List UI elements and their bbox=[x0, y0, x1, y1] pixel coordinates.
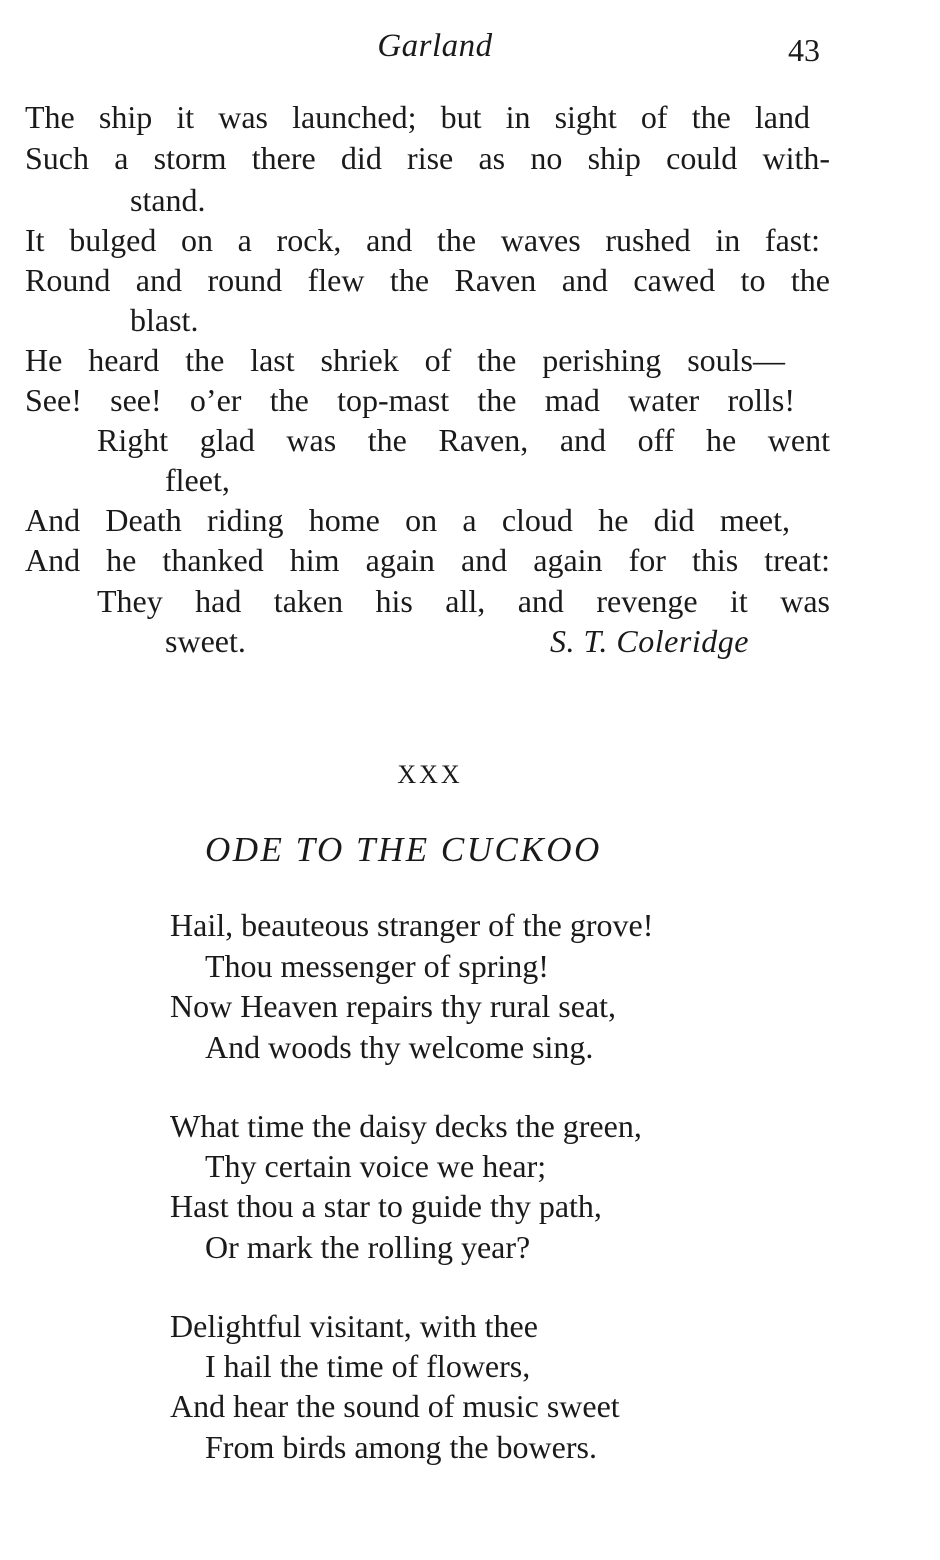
poem-line: fleet, bbox=[165, 462, 230, 498]
poem-title: ODE TO THE CUCKOO bbox=[205, 830, 602, 869]
stanza-line: Delightful visitant, with thee bbox=[170, 1308, 538, 1344]
stanza-line: And hear the sound of music sweet bbox=[170, 1388, 620, 1424]
stanza-line: Or mark the rolling year? bbox=[205, 1229, 531, 1265]
stanza-line: Thou messenger of spring! bbox=[205, 948, 549, 984]
poem-line: And he thanked him again and again for this treat: bbox=[25, 542, 830, 578]
stanza-line: From birds among the bowers. bbox=[205, 1429, 597, 1465]
stanza-line: I hail the time of flowers, bbox=[205, 1348, 531, 1384]
poem-line: The ship it was launched; but in sight of the land bbox=[25, 99, 810, 135]
poem-line: See! see! o’er the top-mast the mad water rolls! bbox=[25, 382, 795, 418]
stanza-line: What time the daisy decks the green, bbox=[170, 1108, 642, 1144]
poem-line: Right glad was the Raven, and off he went bbox=[97, 422, 830, 458]
stanza-line: Thy certain voice we hear; bbox=[205, 1148, 547, 1184]
page-number: 43 bbox=[788, 32, 820, 68]
section-number: XXX bbox=[397, 760, 463, 789]
poem-line: And Death riding home on a cloud he did meet, bbox=[25, 502, 790, 538]
poem-line: He heard the last shriek of the perishing souls— bbox=[25, 342, 785, 378]
poem-line: It bulged on a rock, and the waves rushed in fast: bbox=[25, 222, 820, 258]
poem-line: They had taken his all, and revenge it was bbox=[97, 583, 830, 619]
poem-line: stand. bbox=[130, 182, 206, 218]
stanza-line: Hail, beauteous stranger of the grove! bbox=[170, 907, 654, 943]
stanza-line: And woods thy welcome sing. bbox=[205, 1029, 594, 1065]
poem-line: Such a storm there did rise as no ship could with- bbox=[25, 140, 830, 176]
stanza-line: Now Heaven repairs thy rural seat, bbox=[170, 988, 617, 1024]
running-title: Garland bbox=[377, 28, 493, 64]
poem-line: blast. bbox=[130, 302, 199, 338]
author-attribution: S. T. Coleridge bbox=[550, 623, 749, 659]
stanza-line: Hast thou a star to guide thy path, bbox=[170, 1188, 602, 1224]
poem-line: Round and round flew the Raven and cawed to the bbox=[25, 262, 830, 298]
poem-line: sweet. bbox=[165, 623, 246, 659]
